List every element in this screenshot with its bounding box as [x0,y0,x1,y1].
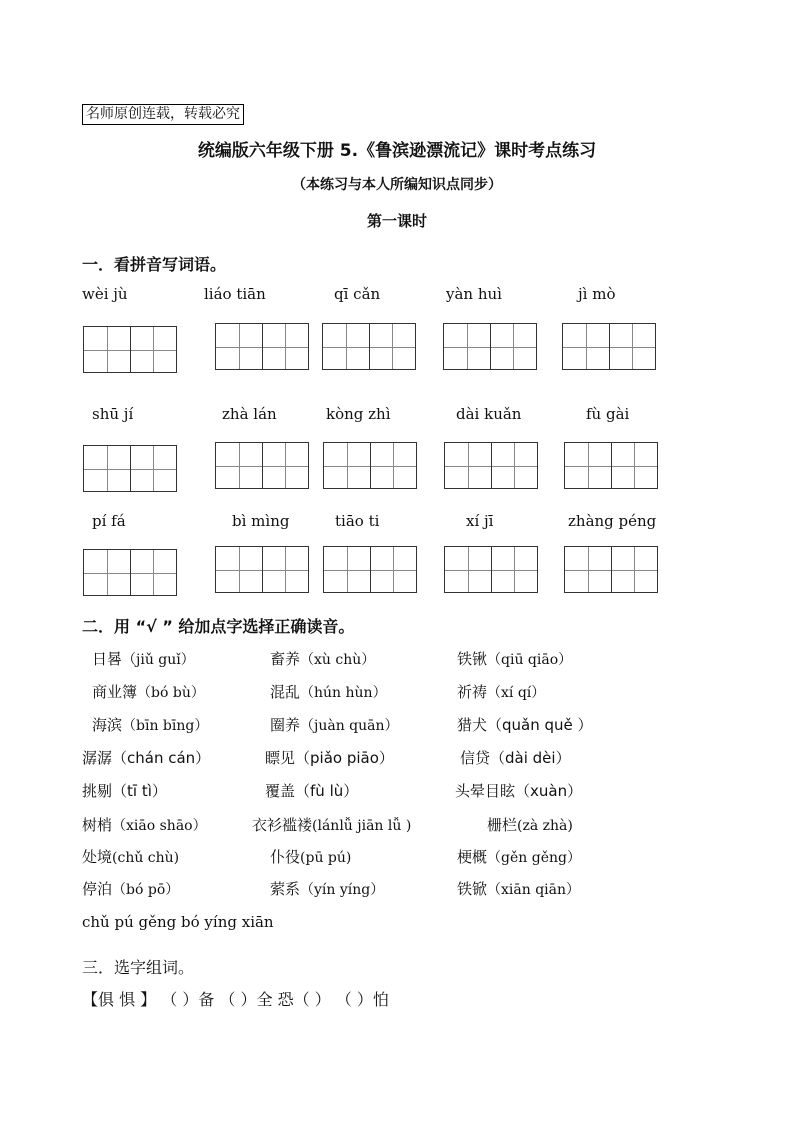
pinyin-label: jì mò [578,285,616,303]
reading-item[interactable]: 衣衫褴褛(lánlǚ jiān lǚ ) [252,816,412,834]
pinyin-label: bì mìng [232,512,290,530]
writing-grid[interactable] [323,546,417,593]
pinyin-line: chǔ pú gěng bó yíng xiān [82,913,274,931]
writing-grid[interactable] [562,323,656,370]
reading-item[interactable]: 头晕目眩（xuàn） [455,782,583,800]
copyright-stamp: 名师原创连载，转载必究 [82,104,244,125]
pinyin-label: yàn huì [446,285,502,303]
reading-item[interactable]: 信贷（dài dèi） [460,749,571,767]
writing-grid[interactable] [564,442,658,489]
pinyin-label: tiāo ti [335,512,380,530]
reading-item[interactable]: 栅栏(zà zhà) [487,816,573,834]
reading-item[interactable]: 挑剔（tī tì） [82,782,167,800]
writing-grid[interactable] [443,323,537,370]
writing-grid[interactable] [215,546,309,593]
reading-item[interactable]: 萦系（yín yíng） [270,880,385,898]
writing-grid[interactable] [444,442,538,489]
reading-item[interactable]: 畜养（xù chù） [270,650,376,668]
pinyin-label: fù gài [586,405,630,423]
pinyin-label: zhà lán [222,405,277,423]
writing-grid[interactable] [444,546,538,593]
reading-item[interactable]: 猎犬（quǎn quě ） [457,716,593,734]
reading-item[interactable]: 商业簿（bó bù） [92,683,205,701]
pinyin-label: xí jī [466,512,494,530]
reading-item[interactable]: 混乱（hún hùn） [270,683,387,701]
writing-grid[interactable] [215,323,309,370]
reading-item[interactable]: 海滨（bīn bīng） [92,716,209,734]
reading-item[interactable]: 铁锨（xiān qiān） [457,880,581,898]
pinyin-label: qī cǎn [334,285,381,303]
writing-grid[interactable] [215,442,309,489]
reading-item[interactable]: 潺潺（chán cán） [82,749,211,767]
pinyin-label: dài kuǎn [456,405,522,423]
reading-item[interactable]: 仆役(pū pú) [270,848,352,866]
reading-item[interactable]: 树梢（xiāo shāo） [82,816,207,834]
reading-item[interactable]: 覆盖（fù lù） [265,782,359,800]
writing-grid[interactable] [564,546,658,593]
pinyin-label: pí fá [92,512,126,530]
lesson-label: 第一课时 [366,212,427,230]
section3-heading: 三．选字组词。 [82,958,195,977]
reading-item[interactable]: 圈养（juàn quān） [270,716,399,734]
page-subtitle: （本练习与本人所编知识点同步） [292,177,502,193]
reading-item[interactable]: 处境(chǔ chù) [82,848,180,866]
reading-item[interactable]: 日晷（jiǔ guǐ） [92,650,195,668]
word-choice-row[interactable]: 【俱 惧 】 （ ）备 （ ）全 恐（ ） （ ）怕 [82,990,389,1009]
reading-item[interactable]: 停泊（bó pō） [82,880,180,898]
reading-item[interactable]: 梗概（gěn gěng） [457,848,581,866]
section1-heading: 一．看拼音写词语。 [82,255,227,274]
writing-grid[interactable] [83,445,177,492]
section2-heading: 二．用 “√ ” 给加点字选择正确读音。 [82,617,355,636]
pinyin-label: liáo tiān [204,285,266,303]
writing-grid[interactable] [83,549,177,596]
reading-item[interactable]: 瞟见（piǎo piāo） [265,749,394,767]
pinyin-label: zhàng péng [568,512,657,530]
writing-grid[interactable] [323,442,417,489]
pinyin-label: shū jí [92,405,134,423]
reading-item[interactable]: 铁锹（qiū qiāo） [457,650,573,668]
pinyin-label: kòng zhì [326,405,391,423]
pinyin-label: wèi jù [82,285,128,303]
writing-grid[interactable] [322,323,416,370]
writing-grid[interactable] [83,326,177,373]
reading-item[interactable]: 祈祷（xí qí） [457,683,546,701]
page-title: 统编版六年级下册 5.《鲁滨逊漂流记》课时考点练习 [197,141,597,161]
